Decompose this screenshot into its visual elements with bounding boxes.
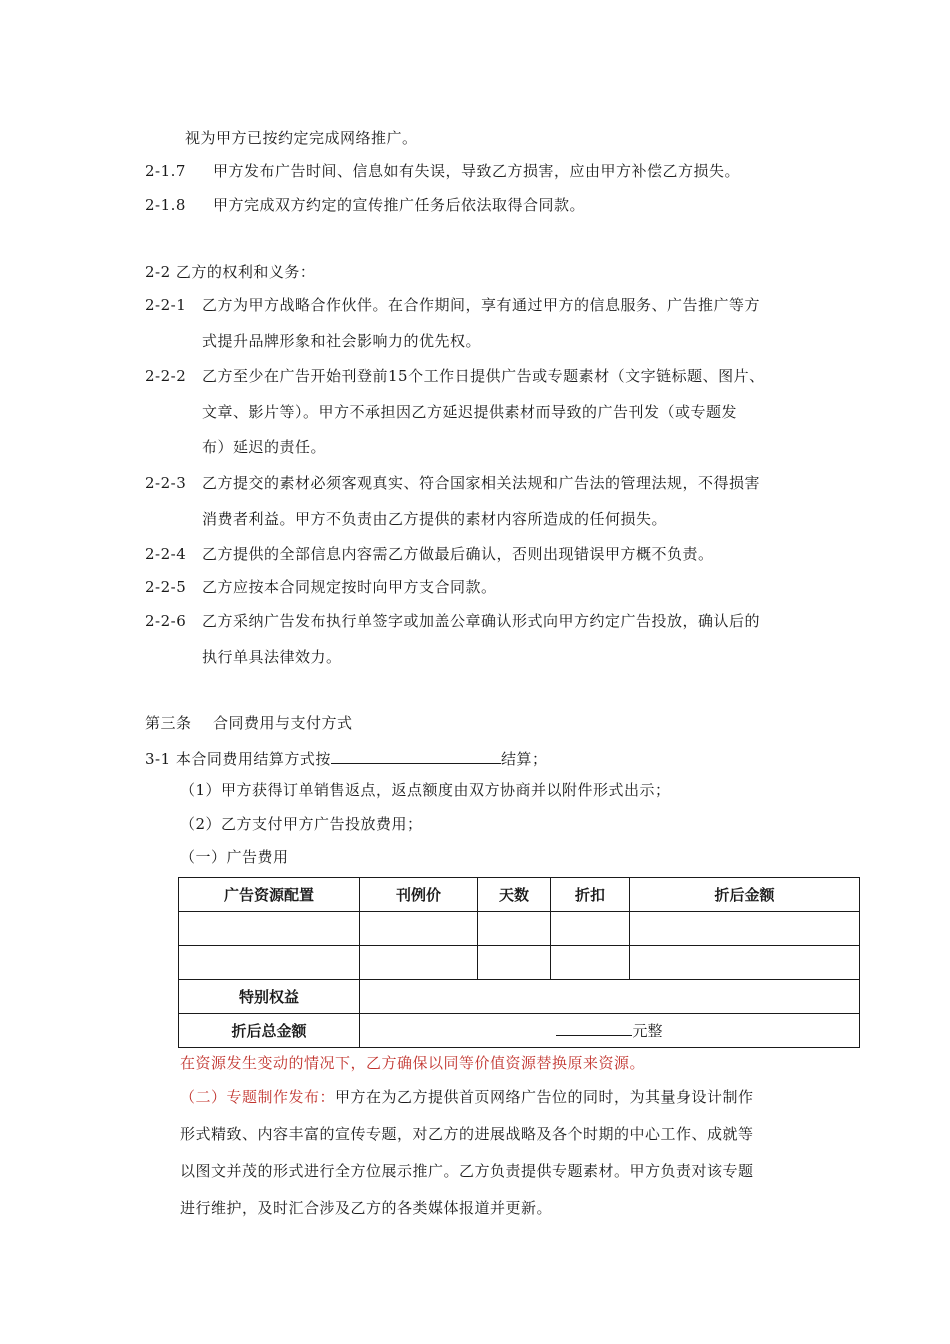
table-cell[interactable] bbox=[179, 946, 360, 980]
clause-3-1 bbox=[145, 747, 547, 769]
clause-text: 乙方应按本合同规定按时向甲方支合同款。 bbox=[202, 578, 497, 596]
column-header: 折后金额 bbox=[630, 878, 860, 912]
clause-text-continued: 执行单具法律效力。 bbox=[202, 648, 342, 666]
clause-text-continued: 文章、影片等）。甲方不承担因乙方延迟提供素材而导致的广告刊发（或专题发 bbox=[202, 403, 738, 421]
clause-number: 2-2-5 bbox=[145, 578, 187, 596]
line-continued: 视为甲方已按约定完成网络推广。 bbox=[185, 129, 418, 147]
ad-fee-heading: （一）广告费用 bbox=[180, 848, 289, 866]
clause-text: 乙方为甲方战略合作伙伴。在合作期间，享有通过甲方的信息服务、广告推广等方 bbox=[202, 296, 761, 314]
article-3-heading bbox=[145, 713, 353, 733]
clause-2-2-3 bbox=[145, 473, 760, 493]
column-header: 广告资源配置 bbox=[179, 878, 360, 912]
clause-number: 2-1.7 bbox=[145, 162, 186, 180]
resource-change-note: 在资源发生变动的情况下，乙方确保以同等价值资源替换原来资源。 bbox=[180, 1054, 646, 1072]
clause-2-2-6 bbox=[145, 611, 760, 631]
clause-text: 乙方采纳广告发布执行单签字或加盖公章确认形式向甲方约定广告投放，确认后的 bbox=[202, 612, 761, 630]
clause-number: 2-2-3 bbox=[145, 474, 187, 492]
table-row bbox=[179, 912, 860, 946]
special-rights-label: 特别权益 bbox=[179, 980, 360, 1014]
total-unit: 元整 bbox=[632, 1022, 663, 1040]
clause-number: 2-2-2 bbox=[145, 367, 187, 385]
column-header: 天数 bbox=[478, 878, 551, 912]
clause-text-continued: 式提升品牌形象和社会影响力的优先权。 bbox=[202, 332, 482, 350]
clause-3-1-item-1: （1）甲方获得订单销售返点，返点额度由双方协商并以附件形式出示； bbox=[180, 781, 671, 799]
ad-fee-table bbox=[178, 877, 860, 1048]
topic-production-label: （二）专题制作发布： bbox=[180, 1088, 336, 1106]
clause-text: 乙方至少在广告开始刊登前15个工作日提供广告或专题素材（文字链标题、图片、 bbox=[202, 367, 765, 385]
special-rights-value[interactable] bbox=[360, 980, 860, 1014]
table-cell[interactable] bbox=[360, 946, 478, 980]
paragraph-text: 甲方在为乙方提供首页网络广告位的同时，为其量身设计制作 bbox=[335, 1088, 754, 1106]
column-header: 刊例价 bbox=[360, 878, 478, 912]
clause-text: 结算； bbox=[500, 750, 548, 768]
clause-text-continued: 消费者利益。甲方不负责由乙方提供的素材内容所造成的任何损失。 bbox=[202, 510, 668, 528]
clause-text: 3-1 本合同费用结算方式按 bbox=[145, 750, 331, 768]
clause-text: 甲方发布广告时间、信息如有失误，导致乙方损害，应由甲方补偿乙方损失。 bbox=[213, 162, 741, 180]
clause-3-1-item-2: （2）乙方支付甲方广告投放费用； bbox=[180, 815, 423, 833]
table-row bbox=[179, 946, 860, 980]
clause-2-2-4 bbox=[145, 544, 714, 564]
total-amount-blank[interactable] bbox=[556, 1021, 632, 1036]
table-cell[interactable] bbox=[551, 912, 630, 946]
article-title: 合同费用与支付方式 bbox=[213, 714, 353, 732]
clause-text: 乙方提供的全部信息内容需乙方做最后确认，否则出现错误甲方概不负责。 bbox=[202, 545, 714, 563]
table-cell[interactable] bbox=[478, 912, 551, 946]
clause-number: 2-2-6 bbox=[145, 612, 187, 630]
clause-2-2-5 bbox=[145, 577, 497, 597]
clause-2-2-1 bbox=[145, 295, 760, 315]
topic-production-paragraph bbox=[180, 1087, 754, 1107]
section-heading-2-2: 2-2 乙方的权利和义务： bbox=[145, 263, 316, 281]
clause-number: 2-2-4 bbox=[145, 545, 187, 563]
paragraph-text-continued: 进行维护，及时汇合涉及乙方的各类媒体报道并更新。 bbox=[180, 1199, 553, 1217]
paragraph-text-continued: 形式精致、内容丰富的宣传专题，对乙方的进展战略及各个时期的中心工作、成就等 bbox=[180, 1125, 754, 1143]
table-cell[interactable] bbox=[360, 912, 478, 946]
table-cell[interactable] bbox=[179, 912, 360, 946]
clause-text: 甲方完成双方约定的宣传推广任务后依法取得合同款。 bbox=[213, 196, 586, 214]
clause-2-2-2 bbox=[145, 366, 765, 386]
clause-text-continued: 布）延迟的责任。 bbox=[202, 438, 327, 456]
clause-text: 乙方提交的素材必须客观真实、符合国家相关法规和广告法的管理法规，不得损害 bbox=[202, 474, 761, 492]
total-label: 折后总金额 bbox=[179, 1014, 360, 1048]
table-cell[interactable] bbox=[478, 946, 551, 980]
clause-number: 2-1.8 bbox=[145, 196, 186, 214]
column-header: 折扣 bbox=[551, 878, 630, 912]
table-header-row bbox=[179, 878, 860, 912]
total-value[interactable] bbox=[360, 1014, 860, 1048]
special-rights-row bbox=[179, 980, 860, 1014]
table-cell[interactable] bbox=[630, 912, 860, 946]
total-row bbox=[179, 1014, 860, 1048]
article-number: 第三条 bbox=[145, 714, 192, 732]
settlement-blank[interactable] bbox=[331, 747, 501, 764]
clause-2-1-7 bbox=[145, 161, 740, 181]
paragraph-text-continued: 以图文并茂的形式进行全方位展示推广。乙方负责提供专题素材。甲方负责对该专题 bbox=[180, 1162, 754, 1180]
clause-2-1-8 bbox=[145, 195, 585, 215]
clause-number: 2-2-1 bbox=[145, 296, 187, 314]
table-cell[interactable] bbox=[630, 946, 860, 980]
table-cell[interactable] bbox=[551, 946, 630, 980]
